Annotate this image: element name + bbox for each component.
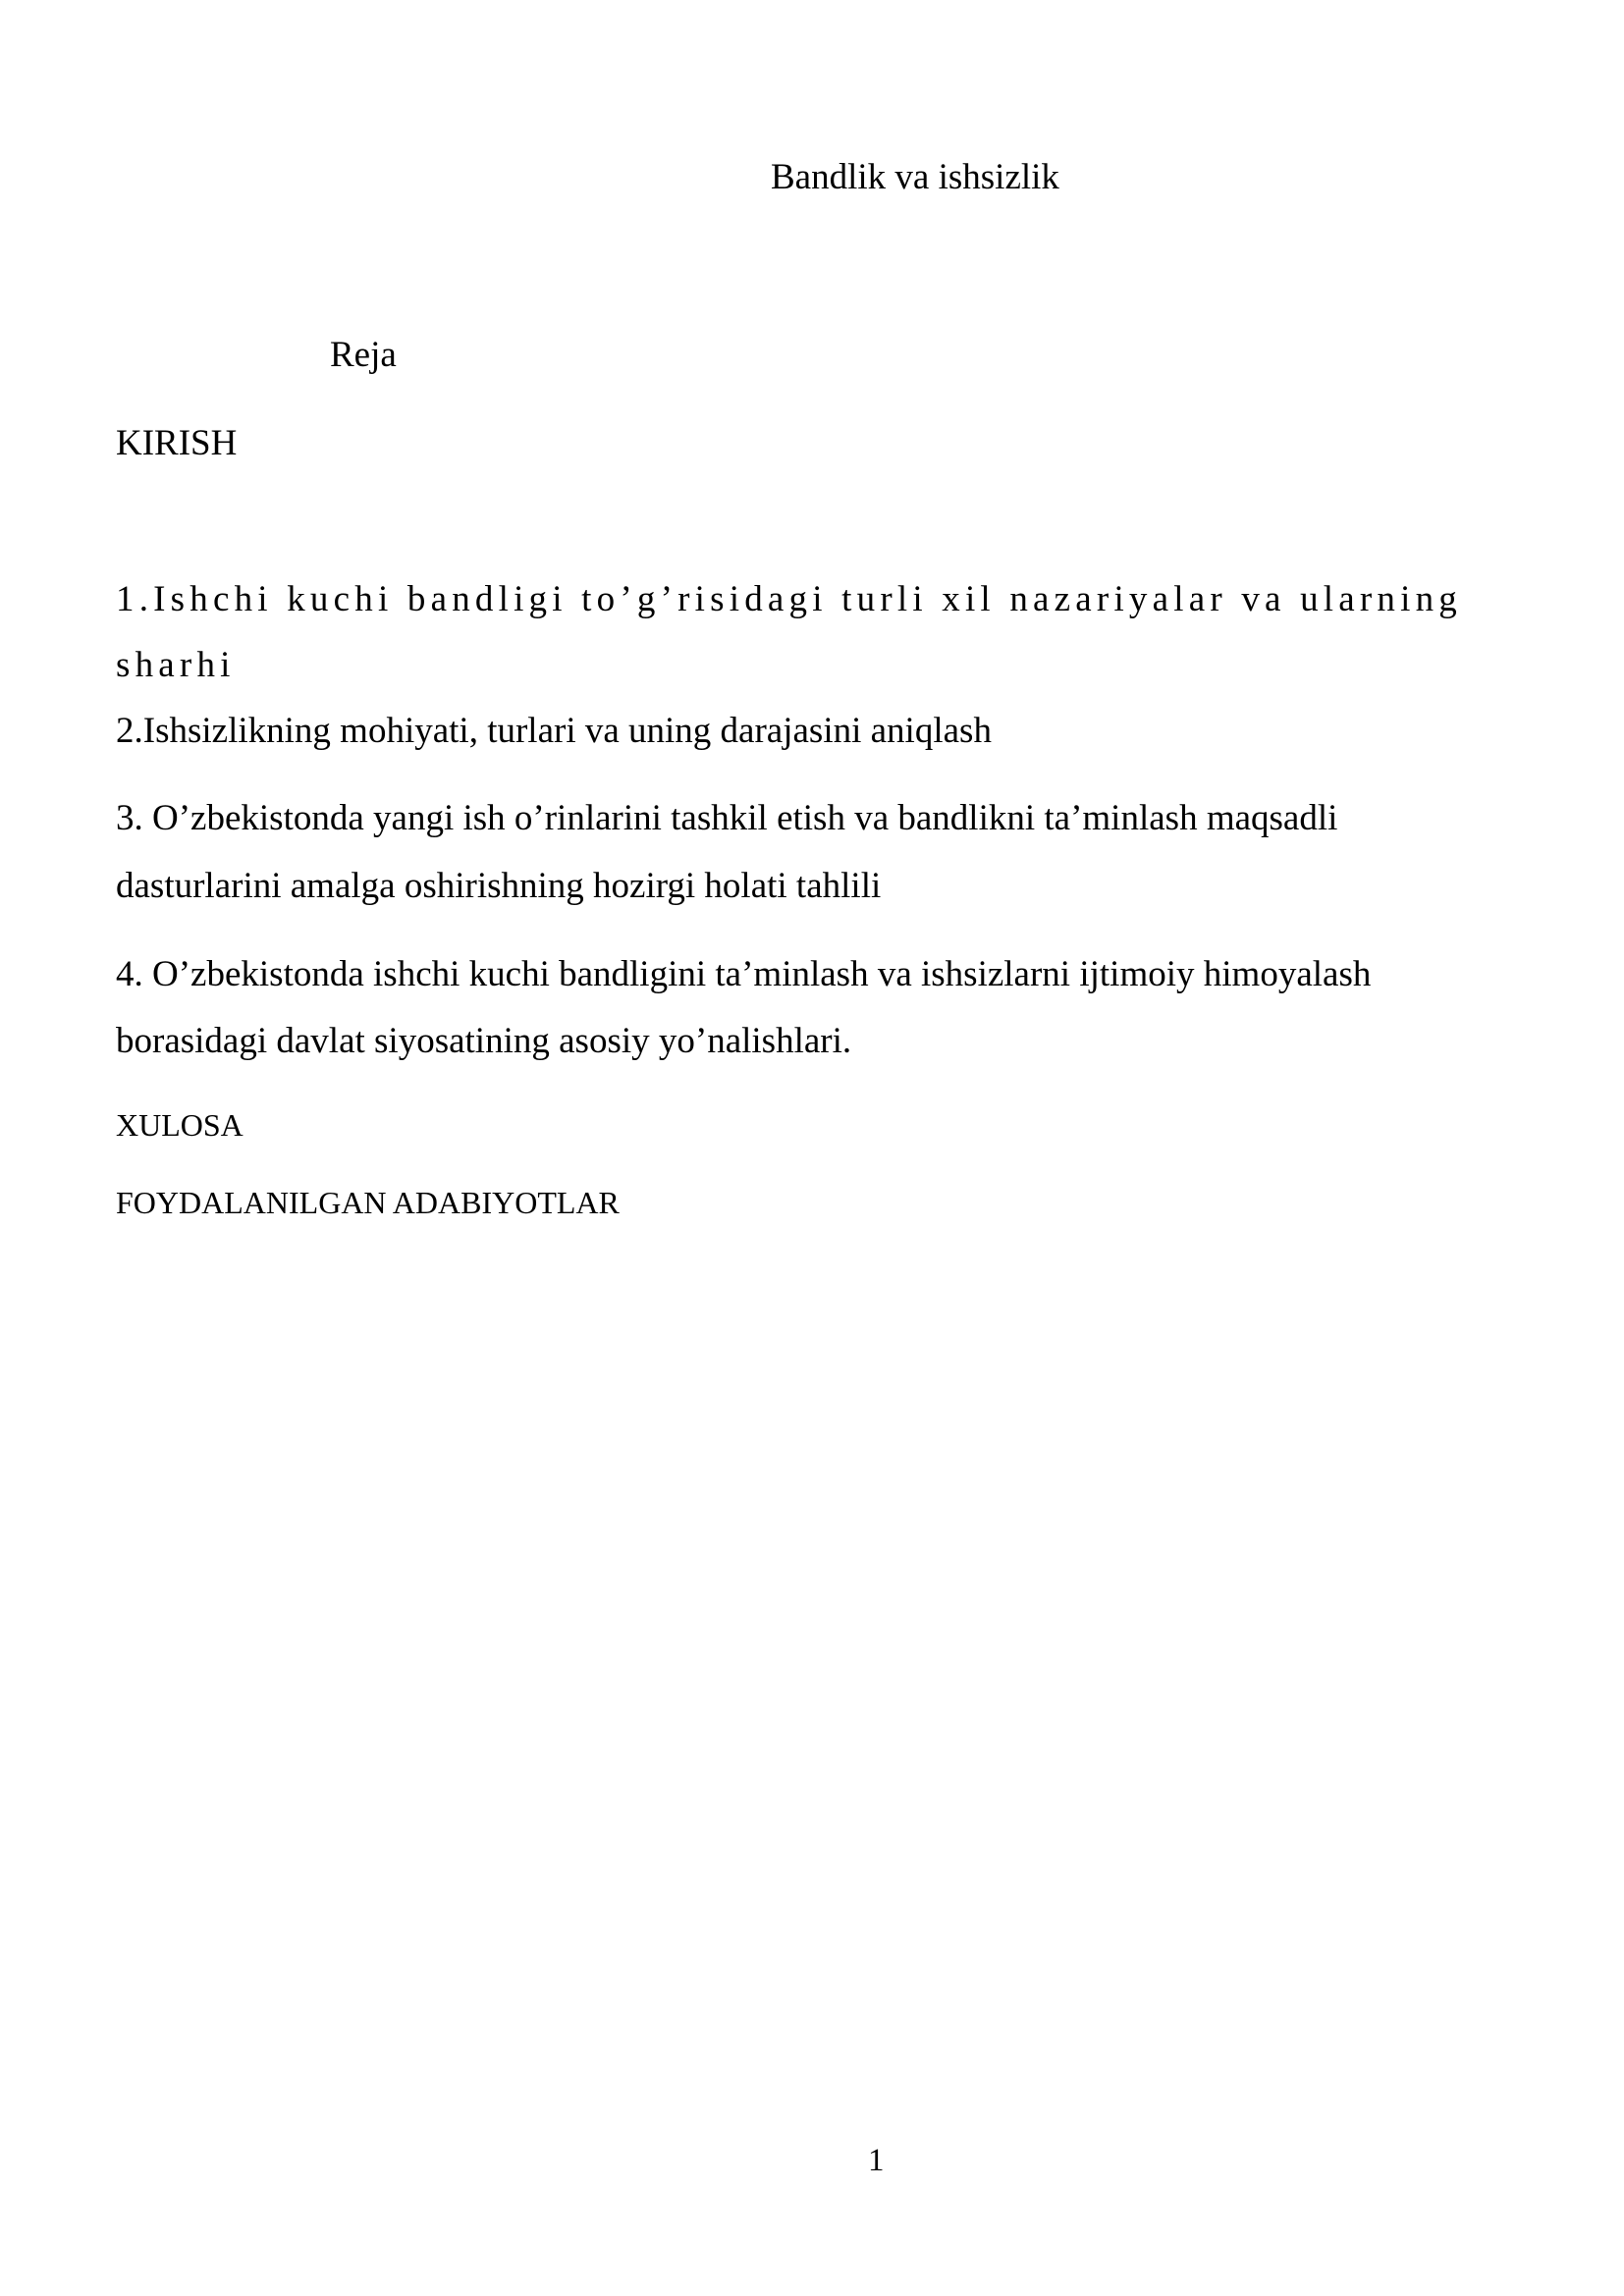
plan-item-1-line-2: sharhi bbox=[116, 645, 236, 685]
plan-item-3-line-2: dasturlarini amalga oshirishning hozirgi holati tahlili bbox=[116, 866, 882, 906]
plan-item-3-line-1: 3. O’zbekistonda yangi ish o’rinlarini tashkil etish va bandlikni ta’minlash maqsadli bbox=[116, 798, 1338, 838]
document-title: Bandlik va ishsizlik bbox=[771, 157, 1059, 197]
page-number: 1 bbox=[868, 2143, 885, 2178]
plan-item-1-line-1: 1.Ishchi kuchi bandligi to’g’risidagi turli xil nazariyalar va ularning bbox=[116, 579, 1463, 619]
section-intro: KIRISH bbox=[116, 423, 238, 463]
section-references: FOYDALANILGAN ADABIYOTLAR bbox=[116, 1185, 620, 1220]
plan-heading: Reja bbox=[330, 335, 397, 375]
plan-item-2: 2.Ishsizlikning mohiyati, turlari va uning darajasini aniqlash bbox=[116, 711, 992, 751]
plan-item-4-line-2: borasidagi davlat siyosatining asosiy yo’nalishlari. bbox=[116, 1021, 852, 1061]
section-conclusion: XULOSA bbox=[116, 1107, 244, 1143]
plan-item-4-line-1: 4. O’zbekistonda ishchi kuchi bandligini ta’minlash va ishsizlarni ijtimoiy himoyalash bbox=[116, 954, 1372, 994]
